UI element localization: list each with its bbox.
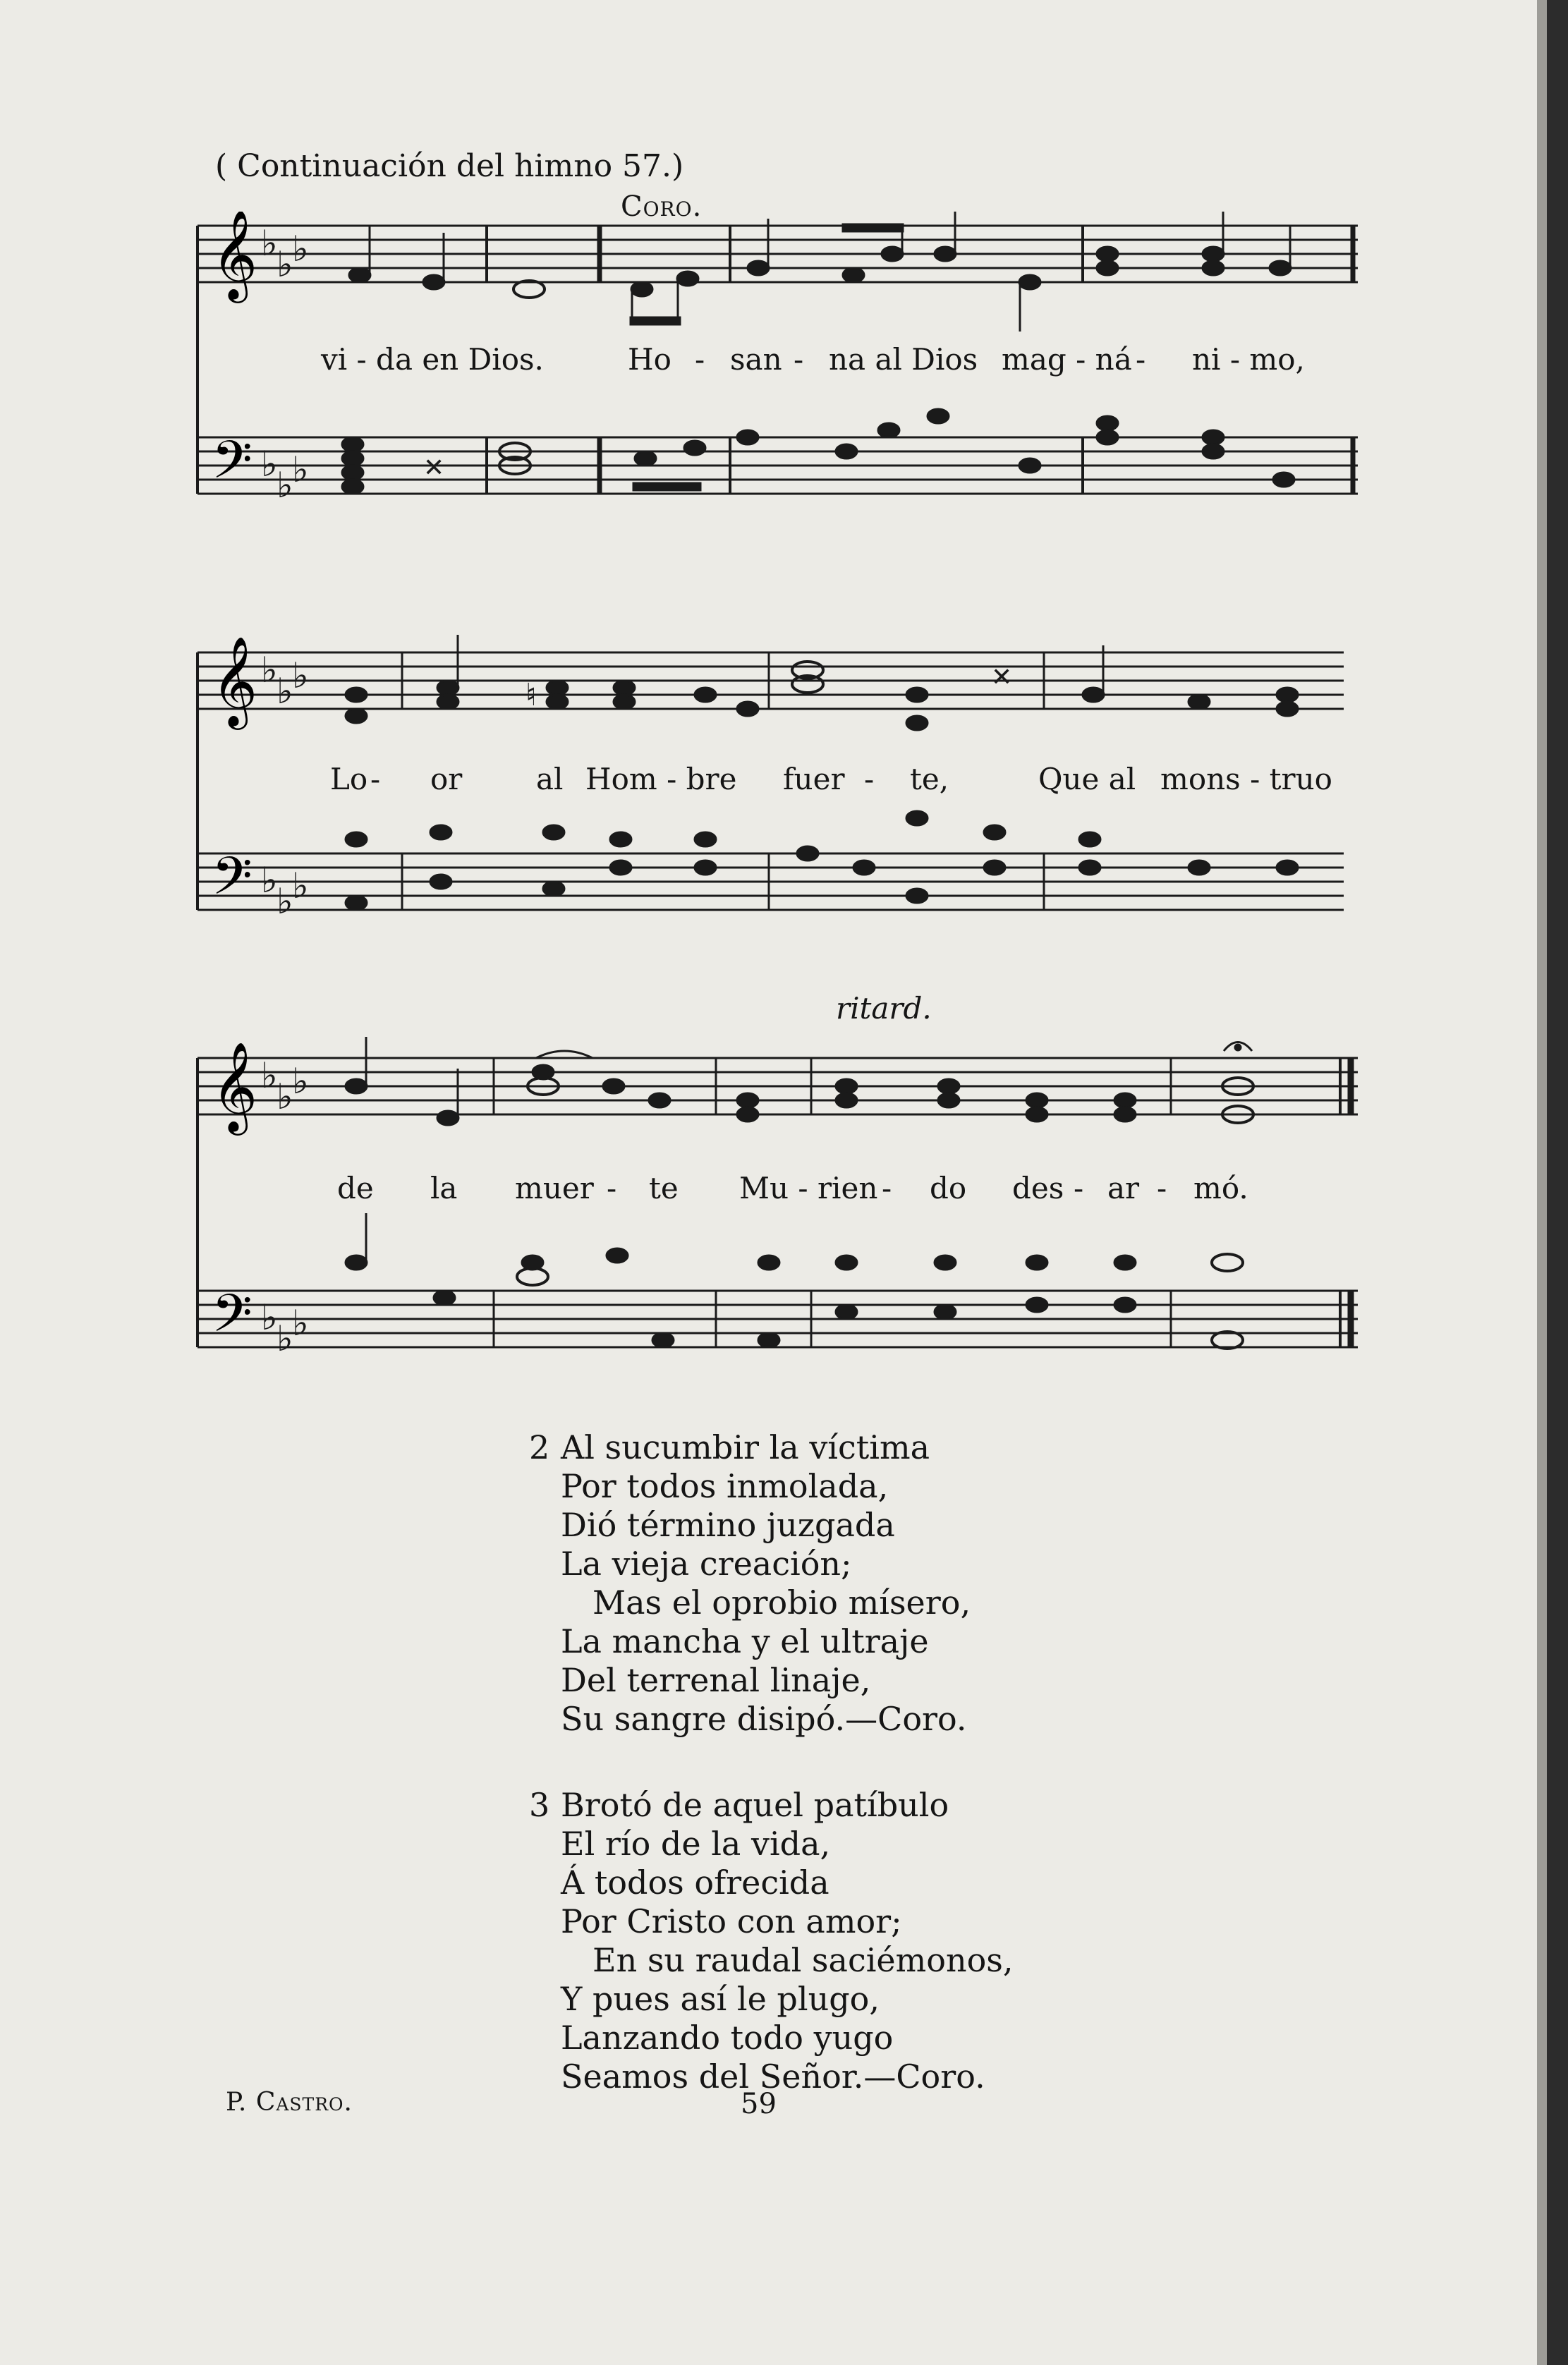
- syllable: na al Dios: [829, 342, 978, 377]
- syllable: ni - mo,: [1192, 342, 1305, 377]
- svg-text:𝄢: 𝄢: [212, 1283, 253, 1357]
- page-number: 59: [741, 2088, 777, 2120]
- syllable: do: [930, 1171, 967, 1205]
- lyrics-line-3: [0, 1171, 1568, 1220]
- lyrics-line-1: [0, 342, 1568, 391]
- syllable: ar: [1107, 1171, 1140, 1205]
- svg-text:♭: ♭: [292, 1061, 309, 1102]
- treble-staff-1: [197, 226, 1358, 282]
- continuation-header: ( Continuación del himno 57.): [215, 148, 684, 184]
- svg-text:♭: ♭: [261, 1297, 278, 1338]
- syllable: Lo: [330, 762, 368, 796]
- verse-3: [529, 1786, 1014, 2096]
- syllable: mó.: [1193, 1171, 1248, 1205]
- svg-text:𝄢: 𝄢: [212, 846, 253, 920]
- verse-line: Al sucumbir la víctima: [561, 1428, 930, 1466]
- syllable: -: [607, 1171, 617, 1205]
- syllable: mag - ná: [1002, 342, 1132, 377]
- verse-line: La mancha y el ultraje: [561, 1622, 929, 1660]
- syllable: de: [337, 1171, 374, 1205]
- svg-text:♭: ♭: [292, 229, 309, 269]
- chorus-label: Coro.: [621, 190, 703, 223]
- verse-line: Por todos inmolada,: [561, 1467, 889, 1505]
- verse-line: Á todos ofrecida: [561, 1864, 829, 1902]
- svg-text:♮: ♮: [525, 677, 537, 713]
- svg-text:♭: ♭: [292, 449, 309, 490]
- verse-line: Y pues así le plugo,: [561, 1980, 880, 2018]
- verse-line: Mas el oprobio mísero,: [592, 1583, 971, 1622]
- syllable: vi - da en Dios.: [321, 342, 544, 377]
- verse-line: Brotó de aquel patíbulo: [561, 1786, 949, 1824]
- svg-text:𝄞: 𝄞: [212, 636, 258, 726]
- verse-2: [529, 1428, 971, 1739]
- verse-line: Por Cristo con amor;: [561, 1902, 902, 1940]
- svg-text:♭: ♭: [261, 1055, 278, 1096]
- svg-text:♭: ♭: [261, 650, 278, 691]
- svg-text:♭: ♭: [276, 881, 293, 922]
- ritardando-marking: ritard.: [836, 991, 932, 1026]
- verse-line: Del terrenal linaje,: [561, 1661, 871, 1699]
- svg-text:♭: ♭: [292, 655, 309, 696]
- syllable: la: [430, 1171, 458, 1205]
- svg-text:✕: ✕: [423, 454, 445, 482]
- verse-line: Dió término juzgada: [561, 1506, 895, 1544]
- syllable: Mu - rien: [739, 1171, 878, 1205]
- svg-text:♭: ♭: [276, 244, 293, 285]
- verse-number: 3: [529, 1786, 550, 1824]
- syllable: te: [649, 1171, 679, 1205]
- svg-text:𝄞: 𝄞: [212, 212, 258, 299]
- syllable: al: [536, 762, 564, 796]
- syllable: -: [794, 342, 804, 377]
- svg-text:♭: ♭: [261, 860, 278, 901]
- syllable: Hom - bre: [585, 762, 737, 796]
- bass-staff-1: [197, 437, 1358, 494]
- svg-text:♭: ♭: [276, 671, 293, 712]
- syllable: -: [864, 762, 875, 796]
- syllable: mons - truo: [1160, 762, 1332, 796]
- syllable: te,: [910, 762, 949, 796]
- svg-text:𝄢: 𝄢: [212, 430, 253, 504]
- svg-text:♭: ♭: [261, 444, 278, 485]
- syllable: -: [695, 342, 705, 377]
- verse-line: El río de la vida,: [561, 1825, 831, 1863]
- syllable: Que al: [1038, 762, 1136, 796]
- composer-credit: P. Castro.: [226, 2088, 353, 2117]
- verse-line: La vieja creación;: [561, 1545, 852, 1583]
- syllable: san: [730, 342, 782, 377]
- svg-text:♭: ♭: [276, 1318, 293, 1359]
- lyrics-line-2: [0, 762, 1568, 811]
- svg-text:♭: ♭: [276, 465, 293, 506]
- syllable: muer: [515, 1171, 594, 1205]
- svg-text:♭: ♭: [276, 1076, 293, 1117]
- syllable: or: [430, 762, 463, 796]
- syllable: -: [1157, 1171, 1167, 1205]
- verse-line: En su raudal saciémonos,: [592, 1941, 1014, 1979]
- verse-number: 2: [529, 1428, 550, 1466]
- svg-text:♭: ♭: [261, 223, 278, 264]
- svg-text:♭: ♭: [292, 1303, 309, 1344]
- syllable: -: [882, 1171, 892, 1205]
- syllable: -: [370, 762, 381, 796]
- svg-text:♭: ♭: [292, 865, 309, 906]
- verse-line: Seamos del Señor.—Coro.: [561, 2057, 985, 2096]
- treble-notes-1: [349, 212, 1291, 332]
- syllable: Ho: [628, 342, 671, 377]
- syllable: -: [1136, 342, 1146, 377]
- svg-text:𝄞: 𝄞: [212, 1041, 258, 1131]
- syllable: fuer: [783, 762, 845, 796]
- syllable: -: [1074, 1171, 1084, 1205]
- verse-line: Lanzando todo yugo: [561, 2019, 894, 2057]
- syllable: des: [1012, 1171, 1064, 1205]
- svg-text:✕: ✕: [991, 663, 1013, 692]
- verse-line: Su sangre disipó.—Coro.: [561, 1700, 967, 1738]
